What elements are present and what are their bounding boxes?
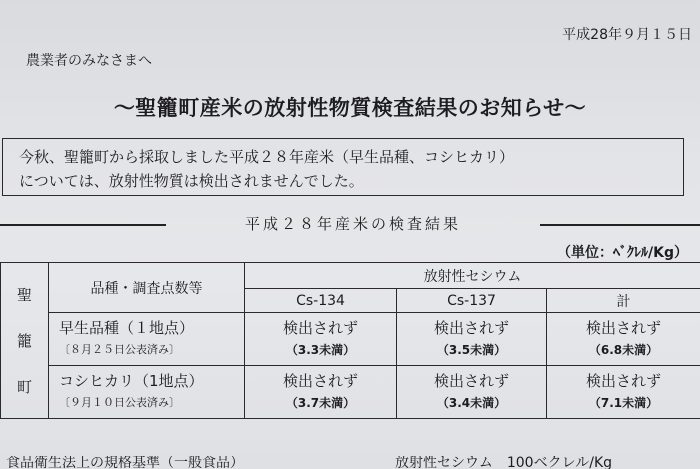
footer-standard xyxy=(0,456,700,469)
variety-date-note: 〔８月２５日公表済み〕 xyxy=(59,343,180,356)
notice-box xyxy=(2,138,684,196)
footer-right-text: 放射性セシウム 100ベクレル/Kg xyxy=(395,456,613,469)
result-limit: （3.4未満） xyxy=(436,396,507,410)
variety-cell xyxy=(49,313,245,366)
result-limit: （3.7未満） xyxy=(285,396,356,410)
greeting: 農業者のみなさまへ xyxy=(26,53,152,69)
result-text: 検出されず xyxy=(282,319,358,337)
variety-name: コシヒカリ（1地点） xyxy=(59,372,204,390)
cs134-header: Cs-134 xyxy=(245,289,397,313)
result-text: 検出されず xyxy=(586,319,662,337)
cesium-header: 放射性セシウム xyxy=(245,263,700,289)
town-char: 聖 xyxy=(16,285,32,304)
footer-left-text: 食品衛生法上の規格基準（一般食品） xyxy=(6,456,244,469)
town-char: 籠 xyxy=(16,331,32,350)
variety-date-note: 〔９月１０日公表済み〕 xyxy=(59,396,180,409)
total-header: 計 xyxy=(547,289,700,313)
total-result xyxy=(547,366,700,419)
cs134-result xyxy=(245,366,397,419)
result-text: 検出されず xyxy=(282,372,358,390)
variety-name: 早生品種（１地点） xyxy=(59,319,195,337)
result-text: 検出されず xyxy=(433,319,509,337)
notice-line-2: については、放射性物質は検出されませんでした。 xyxy=(19,172,364,190)
variety-header: 品種・調査点数等 xyxy=(49,263,245,313)
town-char: 町 xyxy=(16,377,32,396)
document-date: 平成28年９月１５日 xyxy=(562,27,692,43)
variety-cell xyxy=(49,366,245,419)
result-text: 検出されず xyxy=(433,372,509,390)
result-limit: （7.1未満） xyxy=(588,396,659,410)
results-rule-right xyxy=(540,224,700,226)
table-row xyxy=(1,313,700,366)
result-limit: （3.5未満） xyxy=(436,343,507,357)
unit-label: （単位：ﾍﾞｸﾚﾙ/Kg） xyxy=(557,245,688,261)
total-result xyxy=(547,313,700,366)
cs134-result xyxy=(245,313,397,366)
cs137-result xyxy=(397,366,547,419)
result-limit: （3.3未満） xyxy=(285,343,356,357)
results-rule-left xyxy=(0,224,166,226)
document-title: ～聖籠町産米の放射性物質検査結果のお知らせ～ xyxy=(113,96,587,120)
results-title: 平成２８年産米の検査結果 xyxy=(244,215,461,233)
result-text: 検出されず xyxy=(586,372,662,390)
results-table xyxy=(0,262,700,419)
notice-line-1: 今秋、聖籠町から採取しました平成２８年産米（早生品種、コシヒカリ） xyxy=(19,148,515,166)
cs137-header: Cs-137 xyxy=(397,289,547,313)
cs137-result xyxy=(397,313,547,366)
town-name-cell xyxy=(1,263,49,419)
result-limit: （6.8未満） xyxy=(588,343,659,357)
table-row xyxy=(1,366,700,419)
table-header-row xyxy=(1,263,700,289)
